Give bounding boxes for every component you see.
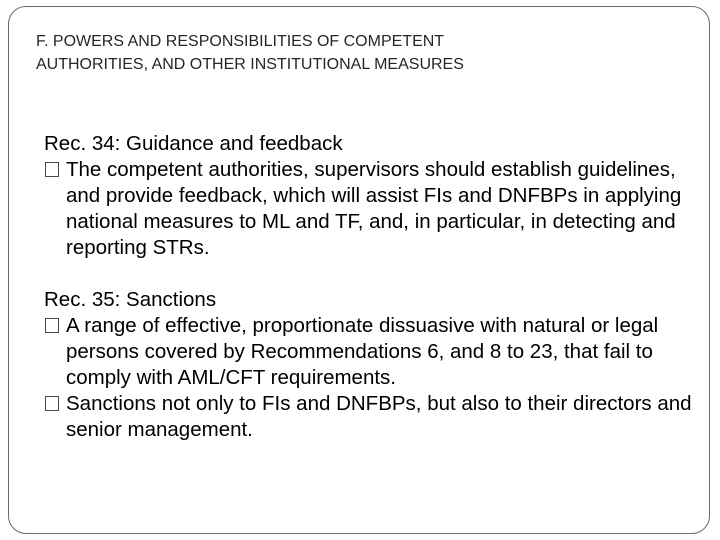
checkbox-bullet-icon [45, 396, 59, 411]
title-line-1: F. POWERS AND RESPONSIBILITIES OF COMPETENT [36, 33, 445, 50]
checkbox-bullet-icon [45, 318, 59, 333]
section-heading-rec-34: Rec. 34: Guidance and feedback [44, 132, 343, 155]
section-heading-rec-35: Rec. 35: Sanctions [44, 288, 217, 311]
checkbox-bullet-icon [45, 162, 59, 177]
title-line-2: AUTHORITIES, AND OTHER INSTITUTIONAL MEASURES [36, 56, 464, 73]
bullet-item [44, 391, 704, 443]
slide-title [36, 30, 676, 76]
bullet-text: A range of effective, proportionate dissuasive with natural or legal persons covered by Recommendations 6, and 8 to 23, that fail to comply with AML/CFT requirements. [66, 314, 659, 389]
bullet-text: Sanctions not only to FIs and DNFBPs, but also to their directors and senior management. [66, 392, 692, 441]
bullet-item [44, 157, 704, 261]
section-spacer [44, 261, 704, 287]
slide-body [44, 131, 704, 443]
bullet-item [44, 313, 704, 391]
bullet-text: The competent authorities, supervisors should establish guidelines, and provide feedback, which will assist FIs and DNFBPs in applying national measures to ML and TF, and, in particular, in detecting and reporting STRs. [66, 158, 682, 259]
